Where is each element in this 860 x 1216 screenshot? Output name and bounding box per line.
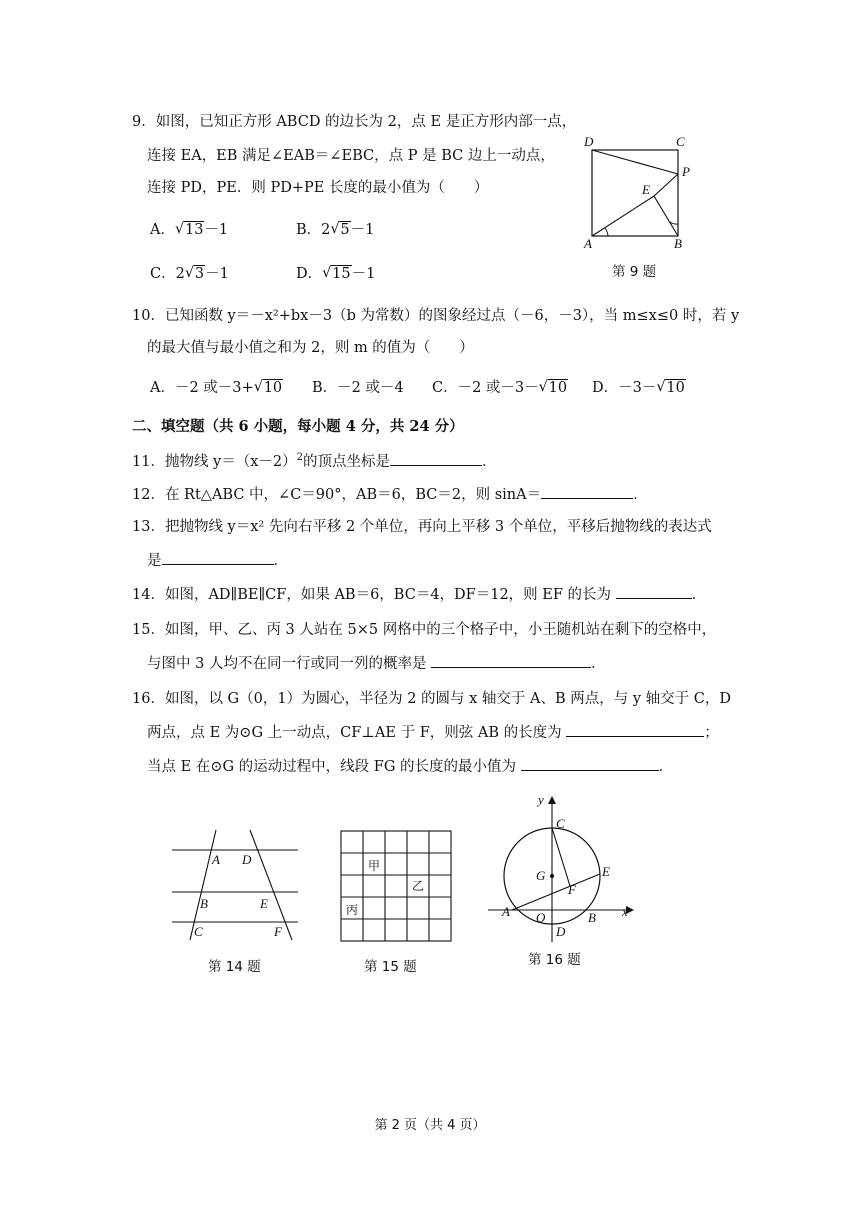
cell-bing: 丙	[346, 903, 359, 917]
sqrt-symbol: √ 15	[322, 264, 351, 284]
q9-line2: 连接 EA，EB 满足∠EAB＝∠EBC，点 P 是 BC 边上一动点，	[147, 148, 555, 164]
answer-blank	[162, 550, 274, 565]
label-p: P	[682, 164, 690, 179]
q10-option-a: A．－2 或－3+√ 10	[150, 378, 283, 398]
label-b: B	[674, 236, 682, 251]
answer-blank	[431, 653, 591, 668]
label-o: O	[536, 910, 546, 925]
q15-line2: 与图中 3 人均不在同一行或同一列的概率是 ．	[147, 653, 606, 674]
square-abcd	[592, 150, 678, 236]
label-d: D	[242, 852, 252, 867]
q9-option-b: B．2√ 5－1	[296, 220, 374, 240]
sqrt-symbol: √ 13	[175, 220, 204, 240]
label-b: B	[588, 910, 596, 925]
sqrt-symbol: √ 10	[254, 378, 283, 398]
q9-line1: 9．如图，已知正方形 ABCD 的边长为 2，点 E 是正方形内部一点，	[132, 114, 577, 130]
label-e: E	[642, 182, 650, 197]
segment-ae	[512, 874, 600, 910]
angle-a-arc	[605, 228, 608, 236]
section-2-heading: 二、填空题（共 6 小题，每小题 4 分，共 24 分）	[132, 418, 464, 435]
sqrt-symbol: √ 5	[330, 220, 350, 240]
segment-cf	[552, 828, 570, 886]
sqrt-symbol: √ 10	[656, 378, 685, 398]
label-y: y	[538, 794, 544, 807]
answer-blank	[616, 584, 692, 599]
segment-ep	[654, 174, 678, 196]
answer-blank	[541, 484, 633, 499]
q10-option-b: B．－2 或－4	[312, 380, 404, 396]
cell-jia: 甲	[368, 859, 381, 873]
q10-line1: 10．已知函数 y＝－x²+bx－3（b 为常数）的图象经过点（－6，－3），当 m≤x≤0 时，若 y	[132, 308, 740, 324]
q16-line1: 16．如图，以 G（0，1）为圆心，半径为 2 的圆与 x 轴交于 A、B 两点，与 y 轴交于 C，D	[132, 691, 732, 707]
label-a: A	[502, 904, 510, 919]
q11: 11．抛物线 $y=(x-2)^2$的顶点坐标是 ．	[132, 452, 497, 470]
label-c: C	[556, 816, 565, 831]
q10-option-d: D．－3－√ 10	[592, 378, 686, 398]
label-e: E	[260, 896, 268, 911]
figure-15-caption: 第 15 题	[364, 959, 417, 975]
segment-dp	[592, 150, 678, 174]
label-g: G	[536, 868, 546, 883]
q9-option-c: C．2√ 3－1	[150, 264, 229, 284]
q16-line2: 两点，点 E 为⊙G 上一动点，CF⊥AE 于 F，则弦 AB 的长度为 ；	[147, 722, 719, 743]
label-x: x	[622, 904, 628, 919]
q10-line2: 的最大值与最小值之和为 2，则 m 的值为（ ）	[147, 340, 474, 356]
label-d: D	[556, 924, 566, 939]
label-f: F	[274, 924, 282, 939]
label-a: A	[212, 852, 220, 867]
figure-14-parallel-lines	[168, 826, 308, 944]
segment-eb	[654, 196, 678, 236]
answer-blank	[566, 722, 704, 737]
figure-9-caption: 第 9 题	[612, 264, 657, 280]
sqrt-symbol: √ 10	[539, 378, 568, 398]
q9-option-d: D．√ 15－1	[296, 264, 375, 284]
q9-option-a: A．√ 13－1	[150, 220, 228, 240]
label-d: D	[584, 134, 594, 149]
q10-option-c: C．－2 或－3－√ 10	[432, 378, 568, 398]
label-f: F	[568, 882, 576, 897]
figure-16-caption: 第 16 题	[528, 952, 581, 968]
figure-9-square	[578, 130, 698, 252]
q13-line2: 是 ．	[147, 550, 288, 571]
label-e: E	[602, 864, 610, 879]
q13-line1: 13．把抛物线 y＝x² 先向右平移 2 个单位，再向上平移 3 个单位，平移后抛物线的表达式	[132, 519, 712, 535]
figure-16-circle	[486, 794, 636, 942]
label-c: C	[194, 924, 203, 939]
answer-blank	[390, 451, 482, 466]
center-g	[550, 874, 554, 878]
figure-15-grid	[340, 830, 454, 944]
page-footer: 第 2 页（共 4 页）	[374, 1118, 486, 1133]
answer-blank	[521, 756, 659, 771]
q9-line3: 连接 PD，PE．则 PD+PE 长度的最小值为（ ）	[147, 180, 489, 196]
label-b: B	[200, 896, 208, 911]
q14: 14．如图，AD∥BE∥CF，如果 AB＝6，BC＝4，DF＝12，则 EF 的长为 ．	[132, 584, 706, 605]
label-c: C	[676, 134, 685, 149]
y-axis-arrow	[548, 796, 556, 804]
cell-yi: 乙	[412, 879, 425, 893]
label-a: A	[584, 236, 592, 251]
q15-line1: 15．如图，甲、乙、丙 3 人站在 5×5 网格中的三个格子中，小王随机站在剩下的空格中，	[132, 622, 717, 638]
q16-line3: 当点 E 在⊙G 的运动过程中，线段 FG 的长度的最小值为 ．	[147, 756, 673, 777]
figure-14-caption: 第 14 题	[208, 959, 261, 975]
sqrt-symbol: √ 3	[185, 264, 205, 284]
q12: 12．在 Rt△ABC 中，∠C＝90°，AB＝6，BC＝2，则 sinA＝ ．	[132, 484, 648, 505]
segment-ea	[592, 196, 654, 236]
